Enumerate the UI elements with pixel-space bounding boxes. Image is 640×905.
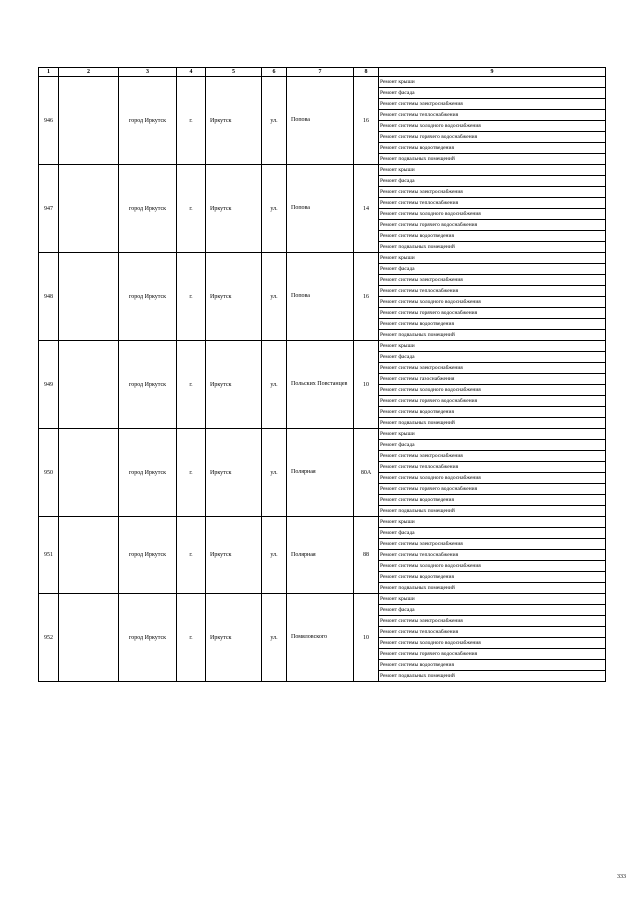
repair-work-item: Ремонт системы холодного водоснабжения [379, 385, 606, 396]
locality-name: Иркутск [206, 594, 262, 682]
house-number: 88 [354, 517, 379, 594]
repair-work-item: Ремонт крыши [379, 429, 606, 440]
repair-work-item: Ремонт системы холодного водоснабжения [379, 638, 606, 649]
house-number: 16 [354, 77, 379, 165]
repair-work-item: Ремонт крыши [379, 594, 606, 605]
empty-cell [59, 594, 119, 682]
city-name: город Иркутск [119, 165, 177, 253]
repair-work-item: Ремонт подвальных помещений [379, 583, 606, 594]
repair-work-item: Ремонт системы электроснабжения [379, 363, 606, 374]
repair-work-item: Ремонт системы водоотведения [379, 407, 606, 418]
repair-work-item: Ремонт подвальных помещений [379, 671, 606, 682]
empty-cell [59, 429, 119, 517]
house-number: 14 [354, 165, 379, 253]
house-number: 10 [354, 594, 379, 682]
repair-work-item: Ремонт системы водоотведения [379, 660, 606, 671]
column-header: 9 [379, 68, 606, 77]
header-row [39, 68, 606, 77]
repair-work-item: Ремонт подвальных помещений [379, 330, 606, 341]
repair-work-item: Ремонт системы теплоснабжения [379, 627, 606, 638]
city-name: город Иркутск [119, 253, 177, 341]
repair-work-item: Ремонт системы водоотведения [379, 495, 606, 506]
repair-work-item: Ремонт системы электроснабжения [379, 451, 606, 462]
repair-work-item: Ремонт системы водоотведения [379, 319, 606, 330]
repair-work-item: Ремонт подвальных помещений [379, 418, 606, 429]
repair-work-item: Ремонт фасада [379, 88, 606, 99]
house-number: 80А [354, 429, 379, 517]
locality-type: г. [177, 594, 206, 682]
repair-work-item: Ремонт системы горячего водоснабжения [379, 308, 606, 319]
repair-work-item: Ремонт системы водоотведения [379, 143, 606, 154]
record-number: 949 [39, 341, 59, 429]
repair-work-item: Ремонт системы водоотведения [379, 572, 606, 583]
repair-work-item: Ремонт подвальных помещений [379, 506, 606, 517]
locality-name: Иркутск [206, 517, 262, 594]
repair-work-item: Ремонт крыши [379, 165, 606, 176]
repair-work-item: Ремонт фасада [379, 440, 606, 451]
record-number: 947 [39, 165, 59, 253]
street-type: ул. [262, 77, 287, 165]
repair-work-item: Ремонт подвальных помещений [379, 242, 606, 253]
repair-work-item: Ремонт фасада [379, 264, 606, 275]
table-row [39, 341, 606, 352]
repair-work-item: Ремонт системы электроснабжения [379, 275, 606, 286]
empty-cell [59, 517, 119, 594]
repair-work-item: Ремонт системы теплоснабжения [379, 286, 606, 297]
repair-work-item: Ремонт крыши [379, 77, 606, 88]
street-type: ул. [262, 429, 287, 517]
table-row [39, 77, 606, 88]
repair-work-item: Ремонт фасада [379, 176, 606, 187]
column-header: 7 [287, 68, 354, 77]
street-name: Попова [287, 165, 354, 253]
locality-name: Иркутск [206, 341, 262, 429]
repair-work-item: Ремонт системы электроснабжения [379, 187, 606, 198]
empty-cell [59, 165, 119, 253]
repair-work-item: Ремонт крыши [379, 253, 606, 264]
repair-work-item: Ремонт фасада [379, 528, 606, 539]
column-header: 5 [206, 68, 262, 77]
repair-work-item: Ремонт системы горячего водоснабжения [379, 396, 606, 407]
repair-work-item: Ремонт системы горячего водоснабжения [379, 649, 606, 660]
record-number: 948 [39, 253, 59, 341]
record-number: 946 [39, 77, 59, 165]
repair-work-item: Ремонт системы теплоснабжения [379, 110, 606, 121]
repair-work-item: Ремонт системы горячего водоснабжения [379, 132, 606, 143]
table-row [39, 253, 606, 264]
repair-work-item: Ремонт системы холодного водоснабжения [379, 297, 606, 308]
repair-work-item: Ремонт фасада [379, 605, 606, 616]
street-name: Попова [287, 253, 354, 341]
locality-type: г. [177, 77, 206, 165]
repair-work-item: Ремонт системы электроснабжения [379, 616, 606, 627]
repair-work-item: Ремонт системы электроснабжения [379, 99, 606, 110]
empty-cell [59, 77, 119, 165]
repair-work-item: Ремонт системы теплоснабжения [379, 550, 606, 561]
repair-work-item: Ремонт крыши [379, 341, 606, 352]
locality-name: Иркутск [206, 165, 262, 253]
city-name: город Иркутск [119, 77, 177, 165]
repair-work-item: Ремонт системы газоснабжения [379, 374, 606, 385]
repair-work-item: Ремонт системы холодного водоснабжения [379, 121, 606, 132]
empty-cell [59, 253, 119, 341]
house-number: 10 [354, 341, 379, 429]
locality-type: г. [177, 517, 206, 594]
repair-work-item: Ремонт системы холодного водоснабжения [379, 473, 606, 484]
street-type: ул. [262, 165, 287, 253]
city-name: город Иркутск [119, 341, 177, 429]
repair-work-item: Ремонт подвальных помещений [379, 154, 606, 165]
register-table [38, 67, 606, 682]
street-name: Польских Повстанцев [287, 341, 354, 429]
column-header: 3 [119, 68, 177, 77]
column-header: 8 [354, 68, 379, 77]
repair-work-item: Ремонт фасада [379, 352, 606, 363]
street-name: Полярная [287, 429, 354, 517]
record-number: 950 [39, 429, 59, 517]
column-header: 4 [177, 68, 206, 77]
house-number: 16 [354, 253, 379, 341]
repair-work-item: Ремонт системы холодного водоснабжения [379, 561, 606, 572]
locality-type: г. [177, 341, 206, 429]
table-row [39, 165, 606, 176]
record-number: 951 [39, 517, 59, 594]
repair-work-item: Ремонт системы водоотведения [379, 231, 606, 242]
repair-work-item: Ремонт системы горячего водоснабжения [379, 220, 606, 231]
street-name: Полярная [287, 517, 354, 594]
empty-cell [59, 341, 119, 429]
street-type: ул. [262, 341, 287, 429]
column-header: 2 [59, 68, 119, 77]
table-row [39, 517, 606, 528]
column-header: 6 [262, 68, 287, 77]
locality-name: Иркутск [206, 429, 262, 517]
repair-work-item: Ремонт системы холодного водоснабжения [379, 209, 606, 220]
street-name: Попова [287, 77, 354, 165]
page-number: 333 [617, 874, 626, 880]
table-row [39, 594, 606, 605]
city-name: город Иркутск [119, 429, 177, 517]
repair-work-item: Ремонт крыши [379, 517, 606, 528]
locality-type: г. [177, 429, 206, 517]
column-header: 1 [39, 68, 59, 77]
street-type: ул. [262, 517, 287, 594]
record-number: 952 [39, 594, 59, 682]
repair-work-item: Ремонт системы теплоснабжения [379, 198, 606, 209]
locality-name: Иркутск [206, 77, 262, 165]
city-name: город Иркутск [119, 594, 177, 682]
city-name: город Иркутск [119, 517, 177, 594]
locality-type: г. [177, 165, 206, 253]
street-type: ул. [262, 594, 287, 682]
repair-work-item: Ремонт системы горячего водоснабжения [379, 484, 606, 495]
repair-work-item: Ремонт системы электроснабжения [379, 539, 606, 550]
street-type: ул. [262, 253, 287, 341]
street-name: Помяловского [287, 594, 354, 682]
locality-name: Иркутск [206, 253, 262, 341]
register-body [39, 77, 606, 682]
table-row [39, 429, 606, 440]
repair-work-item: Ремонт системы теплоснабжения [379, 462, 606, 473]
locality-type: г. [177, 253, 206, 341]
